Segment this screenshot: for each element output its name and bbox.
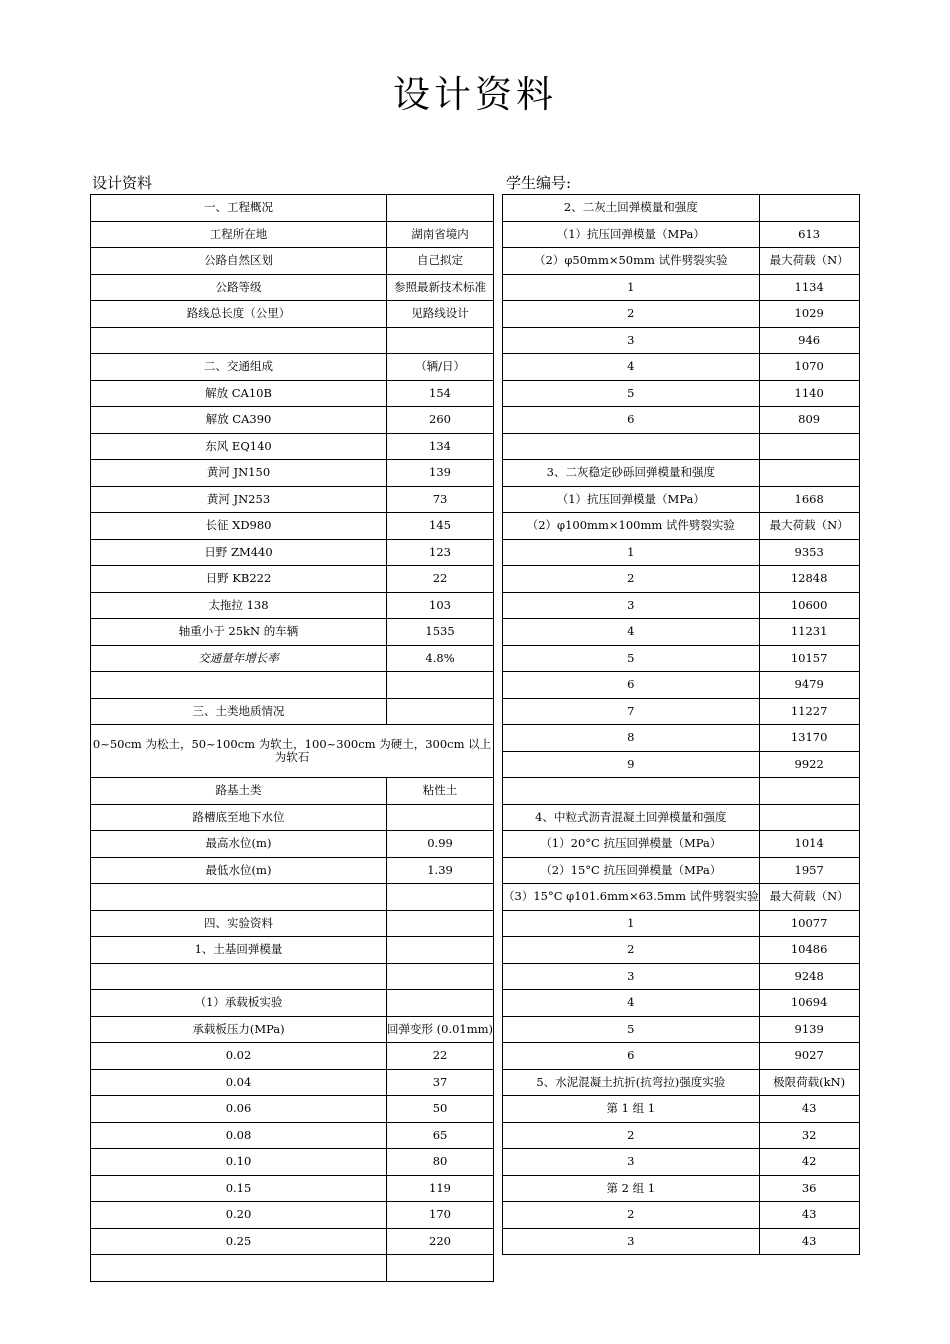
table-row [91, 698, 494, 725]
table-row [503, 460, 860, 487]
table-row [91, 592, 494, 619]
table-row [91, 539, 494, 566]
value-cell: 参照最新技术标准 [387, 274, 494, 301]
table-row [91, 513, 494, 540]
table-row [91, 619, 494, 646]
table-row [91, 221, 494, 248]
value-cell: 1029 [759, 301, 859, 328]
label-cell: 解放 CA390 [91, 407, 387, 434]
label-cell: 黄河 JN253 [91, 486, 387, 513]
value-cell: 42 [759, 1149, 859, 1176]
value-cell: 9248 [759, 963, 859, 990]
label-cell: 一、工程概况 [91, 195, 387, 222]
label-cell: 承载板压力(MPa) [91, 1016, 387, 1043]
table-row [91, 327, 494, 354]
value-cell: 80 [387, 1149, 494, 1176]
label-cell: 日野 ZM440 [91, 539, 387, 566]
label-cell: 0.20 [91, 1202, 387, 1229]
label-cell: 轴重小于 25kN 的车辆 [91, 619, 387, 646]
value-cell: 自己拟定 [387, 248, 494, 275]
table-row [503, 1069, 860, 1096]
value-cell: 9922 [759, 751, 859, 778]
table-row [91, 407, 494, 434]
table-row [503, 990, 860, 1017]
value-cell: 1535 [387, 619, 494, 646]
label-cell: 0.15 [91, 1175, 387, 1202]
value-cell: 1668 [759, 486, 859, 513]
value-cell: 145 [387, 513, 494, 540]
value-cell: 见路线设计 [387, 301, 494, 328]
table-row [91, 990, 494, 1017]
value-cell: 32 [759, 1122, 859, 1149]
value-cell [759, 804, 859, 831]
label-cell: 3、二灰稳定砂砾回弹模量和强度 [503, 460, 760, 487]
label-cell: 3 [503, 963, 760, 990]
label-cell: 4 [503, 354, 760, 381]
value-cell: 43 [759, 1228, 859, 1255]
table-row [91, 857, 494, 884]
label-cell: 5 [503, 645, 760, 672]
label-cell: 二、交通组成 [91, 354, 387, 381]
label-cell: 第 1 组 1 [503, 1096, 760, 1123]
label-cell: 5 [503, 380, 760, 407]
table-row [91, 910, 494, 937]
value-cell: 9027 [759, 1043, 859, 1070]
left-section-label: 设计资料 [92, 174, 153, 192]
value-cell: 260 [387, 407, 494, 434]
label-cell: 5 [503, 1016, 760, 1043]
label-cell: 最高水位(m) [91, 831, 387, 858]
value-cell [387, 884, 494, 911]
table-row [503, 301, 860, 328]
table-row [91, 1228, 494, 1255]
table-row [503, 910, 860, 937]
value-cell [387, 910, 494, 937]
value-cell: 1957 [759, 857, 859, 884]
label-cell: 6 [503, 1043, 760, 1070]
table-row [503, 831, 860, 858]
value-cell: 220 [387, 1228, 494, 1255]
label-cell: 第 2 组 1 [503, 1175, 760, 1202]
table-row [503, 804, 860, 831]
label-cell: （1）抗压回弹模量（MPa） [503, 221, 760, 248]
table-row [91, 778, 494, 805]
label-cell: 9 [503, 751, 760, 778]
value-cell: 1134 [759, 274, 859, 301]
table-row [503, 539, 860, 566]
label-cell: 2 [503, 566, 760, 593]
label-cell: 0.08 [91, 1122, 387, 1149]
value-cell [759, 433, 859, 460]
table-row [503, 433, 860, 460]
label-cell: 5、水泥混凝土抗折(抗弯拉)强度实验 [503, 1069, 760, 1096]
label-cell: 2 [503, 937, 760, 964]
value-cell: 1.39 [387, 857, 494, 884]
soil-note-cell: 0~50cm 为松土，50~100cm 为软土，100~300cm 为硬土，300cm 以上为软石 [91, 725, 494, 778]
value-cell: 613 [759, 221, 859, 248]
table-row [503, 1043, 860, 1070]
label-cell: 交通量年增长率 [91, 645, 387, 672]
value-cell: 粘性土 [387, 778, 494, 805]
table-row [91, 884, 494, 911]
table-row [91, 380, 494, 407]
label-cell: 0.02 [91, 1043, 387, 1070]
value-cell: 43 [759, 1202, 859, 1229]
label-cell: 长征 XD980 [91, 513, 387, 540]
value-cell: 最大荷载（N） [759, 513, 859, 540]
label-cell: （2）φ50mm×50mm 试件劈裂实验 [503, 248, 760, 275]
label-cell: 3 [503, 592, 760, 619]
label-cell: 2 [503, 301, 760, 328]
table-row [91, 725, 494, 778]
label-cell: 1、土基回弹模量 [91, 937, 387, 964]
label-cell: 3 [503, 1228, 760, 1255]
table-row [503, 884, 860, 911]
label-cell: 2 [503, 1202, 760, 1229]
value-cell: 最大荷载（N） [759, 884, 859, 911]
label-cell: 6 [503, 407, 760, 434]
table-row [91, 1043, 494, 1070]
page-title: 设计资料 [393, 73, 557, 116]
value-cell [387, 195, 494, 222]
value-cell [759, 195, 859, 222]
student-number-label: 学生编号: [506, 174, 572, 192]
value-cell: 37 [387, 1069, 494, 1096]
table-row [503, 274, 860, 301]
table-row [503, 963, 860, 990]
label-cell: 4 [503, 990, 760, 1017]
table-row [91, 645, 494, 672]
label-cell: 1 [503, 910, 760, 937]
table-row [91, 486, 494, 513]
table-row [503, 857, 860, 884]
value-cell: 946 [759, 327, 859, 354]
label-cell: 公路自然区划 [91, 248, 387, 275]
value-cell: 134 [387, 433, 494, 460]
label-cell [503, 433, 760, 460]
table-row [503, 751, 860, 778]
label-cell: 0.25 [91, 1228, 387, 1255]
table-row [503, 778, 860, 805]
label-cell: （2）15°C 抗压回弹模量（MPa） [503, 857, 760, 884]
table-row [503, 1202, 860, 1229]
value-cell: 12848 [759, 566, 859, 593]
value-cell: 170 [387, 1202, 494, 1229]
value-cell [387, 1255, 494, 1282]
table-row [503, 592, 860, 619]
value-cell: 10694 [759, 990, 859, 1017]
table-row [91, 1016, 494, 1043]
label-cell: 4 [503, 619, 760, 646]
table-row [503, 672, 860, 699]
label-cell: 四、实验资料 [91, 910, 387, 937]
table-row [503, 513, 860, 540]
label-cell: （3）15°C φ101.6mm×63.5mm 试件劈裂实验 [503, 884, 760, 911]
value-cell: 11231 [759, 619, 859, 646]
value-cell: 10600 [759, 592, 859, 619]
label-cell: 日野 KB222 [91, 566, 387, 593]
table-row [91, 1175, 494, 1202]
value-cell: 1070 [759, 354, 859, 381]
table-row [91, 963, 494, 990]
table-row [91, 1096, 494, 1123]
table-row [503, 354, 860, 381]
label-cell [503, 778, 760, 805]
table-row [503, 1016, 860, 1043]
table-row [503, 619, 860, 646]
label-cell: （1）抗压回弹模量（MPa） [503, 486, 760, 513]
label-cell: 0.06 [91, 1096, 387, 1123]
value-cell [387, 698, 494, 725]
table-row [503, 221, 860, 248]
table-row [91, 672, 494, 699]
label-cell: 2 [503, 1122, 760, 1149]
label-cell [91, 672, 387, 699]
table-row [91, 195, 494, 222]
table-row [91, 433, 494, 460]
value-cell: 10486 [759, 937, 859, 964]
right-data-table [502, 194, 860, 1255]
table-row [91, 1122, 494, 1149]
value-cell: （辆/日） [387, 354, 494, 381]
table-row [91, 1202, 494, 1229]
label-cell: 2、二灰土回弹模量和强度 [503, 195, 760, 222]
table-row [503, 698, 860, 725]
label-cell [91, 327, 387, 354]
label-cell: （2）φ100mm×100mm 试件劈裂实验 [503, 513, 760, 540]
table-row [91, 1255, 494, 1282]
table-row [503, 566, 860, 593]
table-row [503, 327, 860, 354]
value-cell: 9479 [759, 672, 859, 699]
label-cell: 路基土类 [91, 778, 387, 805]
value-cell: 43 [759, 1096, 859, 1123]
value-cell: 湖南省境内 [387, 221, 494, 248]
value-cell [387, 963, 494, 990]
value-cell [759, 460, 859, 487]
value-cell: 4.8% [387, 645, 494, 672]
table-row [91, 1149, 494, 1176]
label-cell [91, 1255, 387, 1282]
value-cell: 103 [387, 592, 494, 619]
value-cell: 73 [387, 486, 494, 513]
value-cell [387, 327, 494, 354]
table-row [503, 1122, 860, 1149]
table-row [503, 195, 860, 222]
table-row [91, 1069, 494, 1096]
table-row [91, 566, 494, 593]
value-cell: 13170 [759, 725, 859, 752]
value-cell: 65 [387, 1122, 494, 1149]
value-cell: 36 [759, 1175, 859, 1202]
label-cell [91, 884, 387, 911]
value-cell: 123 [387, 539, 494, 566]
label-cell: 0.10 [91, 1149, 387, 1176]
table-row [503, 486, 860, 513]
table-row [91, 274, 494, 301]
value-cell: 最大荷载（N） [759, 248, 859, 275]
table-row [503, 248, 860, 275]
label-cell: 3 [503, 327, 760, 354]
table-row [91, 248, 494, 275]
value-cell: 10077 [759, 910, 859, 937]
label-cell: 三、土类地质情况 [91, 698, 387, 725]
value-cell: 119 [387, 1175, 494, 1202]
table-row [503, 407, 860, 434]
label-cell: 路槽底至地下水位 [91, 804, 387, 831]
label-cell: 0.04 [91, 1069, 387, 1096]
value-cell: 9353 [759, 539, 859, 566]
label-cell: 4、中粒式沥青混凝土回弹模量和强度 [503, 804, 760, 831]
value-cell: 极限荷载(kN) [759, 1069, 859, 1096]
table-row [91, 301, 494, 328]
table-row [503, 1096, 860, 1123]
value-cell: 154 [387, 380, 494, 407]
table-row [91, 804, 494, 831]
label-cell: 8 [503, 725, 760, 752]
table-row [503, 1149, 860, 1176]
label-cell: 解放 CA10B [91, 380, 387, 407]
value-cell [387, 937, 494, 964]
value-cell: 11227 [759, 698, 859, 725]
label-cell: 路线总长度（公里） [91, 301, 387, 328]
table-row [91, 831, 494, 858]
value-cell [387, 990, 494, 1017]
value-cell: 回弹变形 (0.01mm) [387, 1016, 494, 1043]
label-cell: 3 [503, 1149, 760, 1176]
value-cell: 22 [387, 1043, 494, 1070]
label-cell: 黄河 JN150 [91, 460, 387, 487]
value-cell: 809 [759, 407, 859, 434]
table-row [91, 354, 494, 381]
label-cell: （1）承载板实验 [91, 990, 387, 1017]
label-cell: 6 [503, 672, 760, 699]
table-row [503, 937, 860, 964]
table-row [91, 460, 494, 487]
label-cell [91, 963, 387, 990]
label-cell: 太拖拉 138 [91, 592, 387, 619]
left-data-table [90, 194, 494, 1282]
label-cell: 工程所在地 [91, 221, 387, 248]
value-cell: 22 [387, 566, 494, 593]
label-cell: 最低水位(m) [91, 857, 387, 884]
label-cell: 7 [503, 698, 760, 725]
table-row [503, 725, 860, 752]
value-cell [387, 804, 494, 831]
value-cell: 1014 [759, 831, 859, 858]
label-cell: 公路等级 [91, 274, 387, 301]
label-cell: 1 [503, 539, 760, 566]
table-row [503, 1175, 860, 1202]
value-cell [387, 672, 494, 699]
value-cell: 10157 [759, 645, 859, 672]
label-cell: （1）20°C 抗压回弹模量（MPa） [503, 831, 760, 858]
label-cell: 1 [503, 274, 760, 301]
value-cell: 0.99 [387, 831, 494, 858]
label-cell: 东风 EQ140 [91, 433, 387, 460]
value-cell: 1140 [759, 380, 859, 407]
value-cell: 139 [387, 460, 494, 487]
table-row [503, 380, 860, 407]
value-cell: 50 [387, 1096, 494, 1123]
value-cell: 9139 [759, 1016, 859, 1043]
table-row [503, 645, 860, 672]
value-cell [759, 778, 859, 805]
table-row [91, 937, 494, 964]
table-row [503, 1228, 860, 1255]
